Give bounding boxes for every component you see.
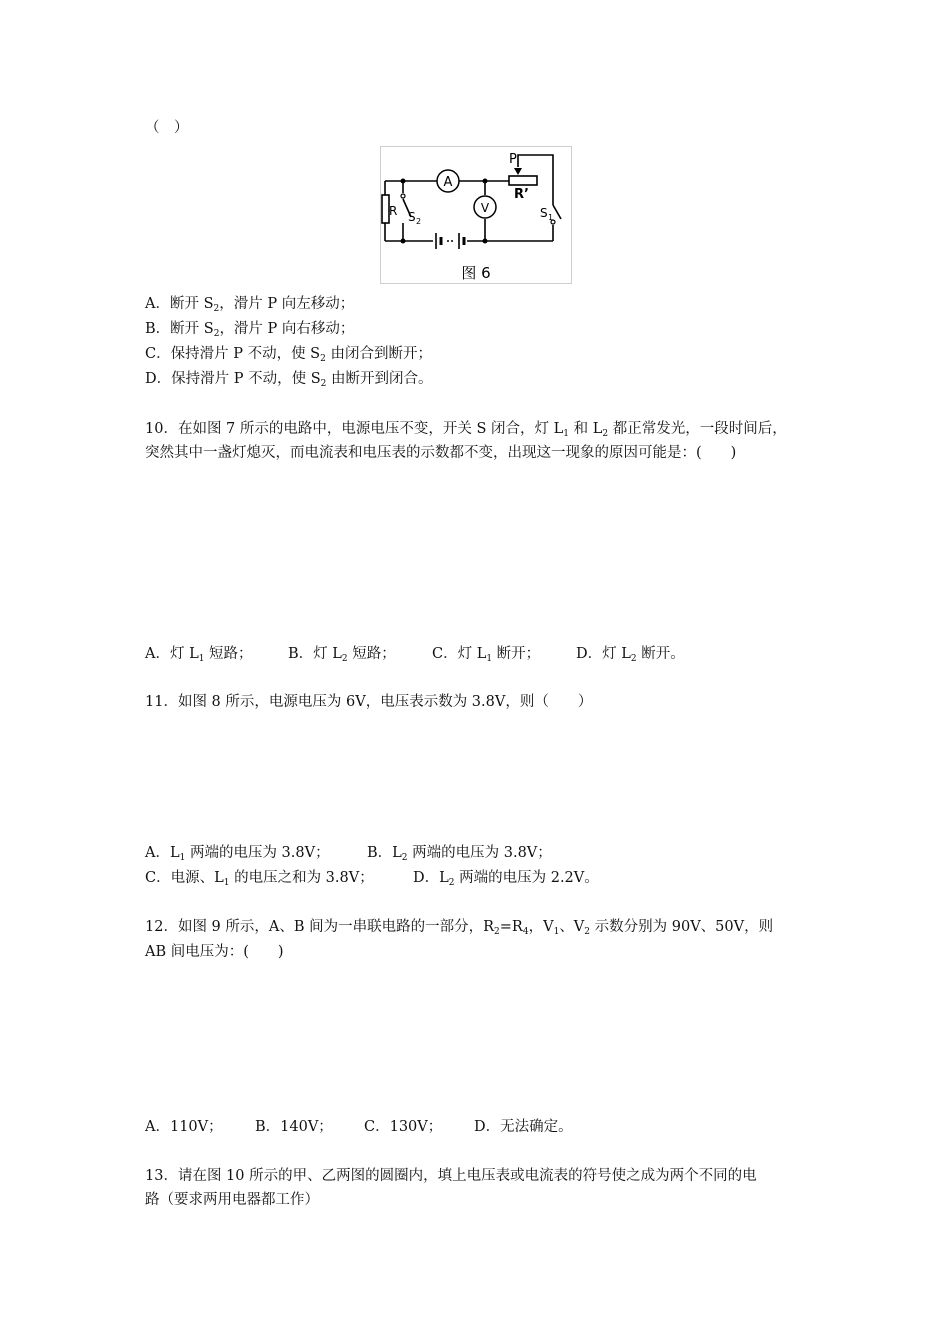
q9-option-d: D．保持滑片 P 不动，使 $S_2$ 由断开到闭合。 — [145, 371, 433, 389]
rheostat-label: R’ — [514, 187, 529, 202]
top-answer-paren: （ ） — [145, 120, 189, 136]
q12-stem-line2: AB 间电压为：( ) — [145, 944, 284, 960]
ammeter-label: A — [443, 175, 453, 190]
voltmeter-label: V — [480, 201, 490, 215]
q11-option-c: C．电源、$L_1$ 的电压之和为 3.8V； — [145, 870, 374, 888]
switch-s1-label: S — [540, 206, 548, 220]
q12-option-c: C．130V； — [364, 1119, 443, 1135]
figure-6-circuit — [380, 146, 572, 284]
q11-option-d: D．$L_2$ 两端的电压为 2.2V。 — [413, 870, 599, 888]
q13-stem-line2: 路（要求两用电器都工作） — [145, 1192, 319, 1208]
q10-option-d: D．灯 $L_2$ 断开。 — [576, 646, 685, 664]
q12-option-a: A．110V； — [145, 1119, 223, 1135]
q12-option-d: D．无法确定。 — [474, 1119, 573, 1135]
q10-stem-line1: 10．在如图 7 所示的电路中，电源电压不变，开关 S 闭合，灯 $L_1$ 和 $L_2$ 都正常发光，一段时间后， — [145, 421, 787, 439]
switch-s2-sub: 2 — [416, 217, 422, 226]
slider-p-label: P — [509, 152, 517, 167]
q11-option-b: B．$L_2$ 两端的电压为 3.8V； — [367, 845, 552, 863]
q10-option-c: C．灯 $L_1$ 断开； — [432, 646, 541, 664]
switch-s2-label: S — [408, 210, 416, 224]
q10-option-a: A．灯 $L_1$ 短路； — [145, 646, 253, 664]
q11-option-a: A．$L_1$ 两端的电压为 3.8V； — [145, 845, 330, 863]
q10-option-b: B．灯 $L_2$ 短路； — [288, 646, 396, 664]
switch-s1-sub: 1 — [548, 213, 554, 222]
q10-stem-line2: 突然其中一盏灯熄灭，而电流表和电压表的示数都不变，出现这一现象的原因可能是：( ) — [145, 445, 737, 461]
q11-stem: 11．如图 8 所示，电源电压为 6V，电压表示数为 3.8V，则（ ） — [145, 694, 593, 710]
circuit-diagram — [381, 147, 571, 283]
resistor-r-label: R — [389, 204, 398, 218]
q13-stem-line1: 13．请在图 10 所示的甲、乙两图的圆圈内，填上电压表或电流表的符号使之成为两个不同的电 — [145, 1168, 757, 1184]
q9-option-a: A．断开 $S_2$，滑片 P 向左移动； — [145, 296, 355, 314]
q12-stem-line1: 12．如图 9 所示，A、B 间为一串联电路的一部分，$R_2=R_4$，$V_1$、$V_2$ 示数分别为 90V、50V，则 — [145, 919, 774, 937]
q9-option-b: B．断开 $S_2$，滑片 P 向右移动； — [145, 321, 355, 339]
figure-6-caption: 图 6 — [461, 264, 491, 282]
q12-option-b: B．140V； — [255, 1119, 333, 1135]
q9-option-c: C．保持滑片 P 不动，使 $S_2$ 由闭合到断开； — [145, 346, 432, 364]
